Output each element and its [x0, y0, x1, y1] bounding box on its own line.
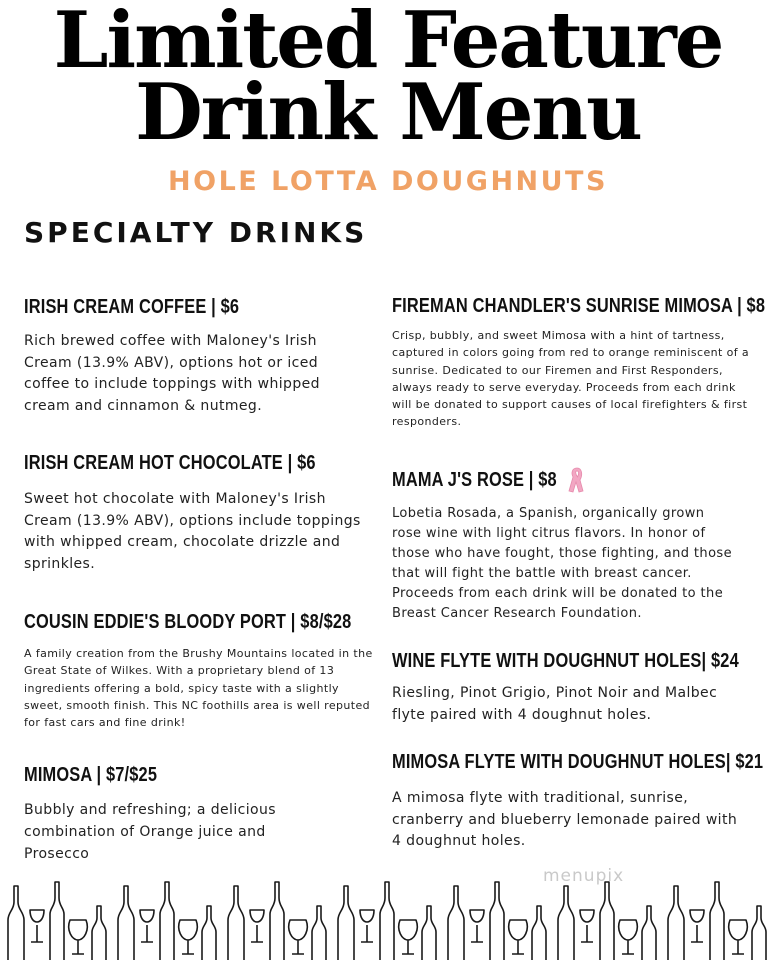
- item-title: MIMOSA | $7/$25: [24, 764, 158, 786]
- menu-item-fireman-chandlers-sunrise-mimosa: [392, 295, 766, 431]
- menu-item-cousin-eddies-bloody-port: [24, 611, 380, 731]
- item-description: Bubbly and refreshing; a delicious combination of Orange juice and Prosecco: [24, 802, 276, 862]
- item-title: IRISH CREAM HOT CHOCOLATE | $6: [24, 452, 316, 474]
- page-title-line1: Limited Feature: [53, 0, 723, 86]
- item-description: Rich brewed coffee with Maloney's Irish Cream (13.9% ABV), options hot or iced coffee to include toppings with whipped cream and cinnamon & nutmeg.: [24, 333, 320, 414]
- item-title: WINE FLYTE WITH DOUGHNUT HOLES| $24: [392, 650, 739, 672]
- item-description: Riesling, Pinot Grigio, Pinot Noir and Malbec flyte paired with 4 doughnut holes.: [392, 685, 718, 723]
- menu-item-mimosa: [24, 764, 324, 865]
- item-title: MIMOSA FLYTE WITH DOUGHNUT HOLES| $21: [392, 751, 764, 773]
- item-title: IRISH CREAM COFFEE | $6: [24, 296, 240, 318]
- wine-bottles-glasses-icon: [0, 880, 776, 960]
- pink-ribbon-icon: [567, 466, 587, 494]
- item-title: MAMA J'S ROSE | $8: [392, 468, 557, 491]
- watermark: menupix: [543, 866, 625, 886]
- item-description: A family creation from the Brushy Mountains located in the Great State of Wilkes. With a proprietary blend of 13 ingredients offering a bold, spicy taste with a slightly sweet, smooth finish. This NC foothills area is well reputed for fast cars and fine drink!: [24, 647, 373, 730]
- section-title: SPECIALTY DRINKS: [24, 216, 368, 249]
- item-description: Sweet hot chocolate with Maloney's Irish Cream (13.9% ABV), options include toppings with whipped cream, chocolate drizzle and sprinkles.: [24, 491, 361, 572]
- item-title: COUSIN EDDIE'S BLOODY PORT | $8/$28: [24, 611, 352, 633]
- item-title: FIREMAN CHANDLER'S SUNRISE MIMOSA | $8: [392, 295, 766, 317]
- menu-item-mama-js-rose: [392, 466, 737, 624]
- restaurant-name: HOLE LOTTA DOUGHNUTS: [168, 166, 608, 197]
- menu-item-wine-flyte: [392, 650, 752, 726]
- menu-item-mimosa-flyte: [392, 751, 764, 853]
- menu-item-irish-cream-hot-chocolate: [24, 452, 364, 575]
- menu-item-irish-cream-coffee: [24, 296, 364, 417]
- item-description: Crisp, bubbly, and sweet Mimosa with a hint of tartness, captured in colors going from red to orange reminiscent of a sunrise. Dedicated to our Firemen and First Responders, always ready to serve everyday. Proceeds from each drink will be donated to support causes of local firefighters & first responders.: [392, 329, 750, 429]
- item-description: Lobetia Rosada, a Spanish, organically grown rose wine with light citrus flavors. In honor of those who have fought, those fighting, and those that will fight the battle with breast cancer. Proceeds from each drink will be donated to the Breast Cancer Research Foundation.: [392, 506, 732, 621]
- item-description: A mimosa flyte with traditional, sunrise, cranberry and blueberry lemonade paired with 4 doughnut holes.: [392, 790, 738, 849]
- page-title-line2: Drink Menu: [135, 67, 641, 158]
